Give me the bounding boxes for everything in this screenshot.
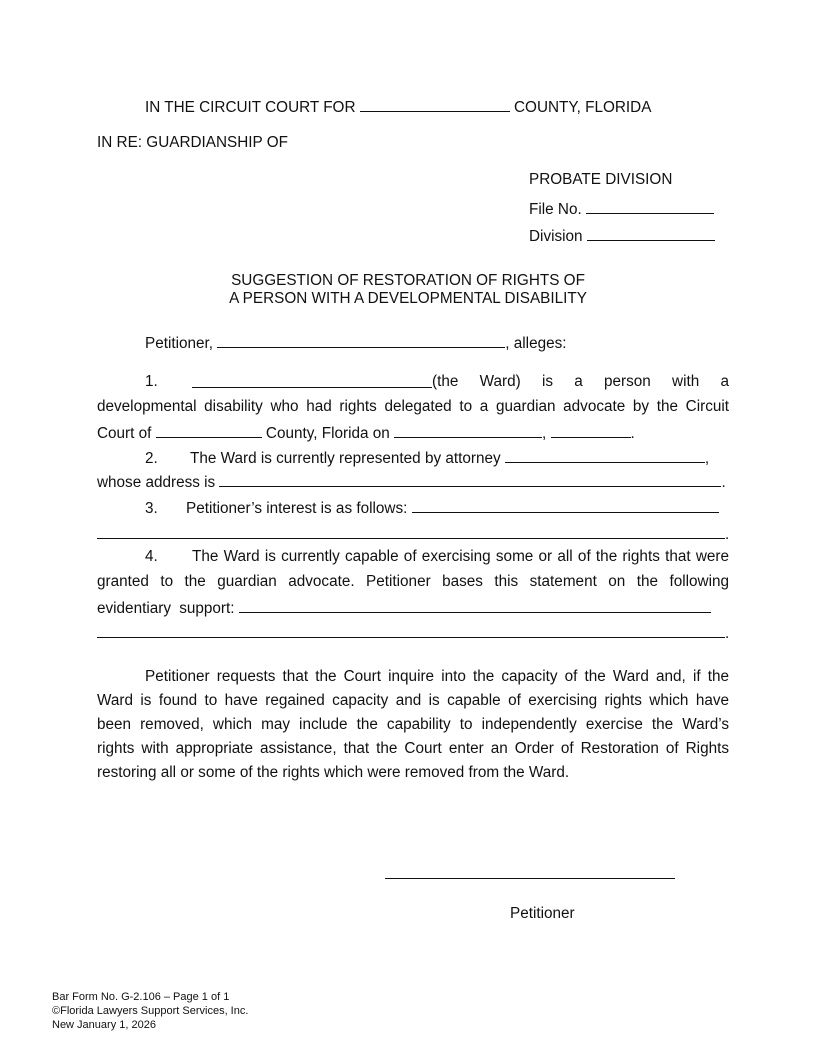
circuit-county-blank[interactable]	[156, 423, 262, 438]
request-line-5: restoring all or some of the rights which were removed from the Ward.	[97, 764, 570, 781]
division-line	[529, 226, 715, 246]
form-title-line1: SUGGESTION OF RESTORATION OF RIGHTS OF	[231, 272, 585, 289]
intro-prefix: Petitioner,	[145, 335, 214, 352]
evidentiary-support-label: evidentiary support:	[97, 600, 235, 617]
footer-copyright: ©Florida Lawyers Support Services, Inc.	[52, 1005, 249, 1017]
period: .	[725, 625, 730, 642]
division-label: Division	[529, 228, 583, 245]
item-2-text: The Ward is currently represented by attorney	[190, 450, 501, 467]
item-4-line3	[97, 598, 711, 618]
interest-blank-2[interactable]	[97, 524, 725, 539]
request-line-3: been removed, which may include the capability to independently exercise the Ward’s	[97, 716, 729, 733]
item-3-text: Petitioner’s interest is as follows:	[186, 500, 408, 517]
signature-line[interactable]	[385, 878, 675, 879]
file-no-label: File No.	[529, 201, 582, 218]
item-2-number: 2.	[145, 450, 158, 467]
petitioner-intro	[145, 333, 567, 353]
ward-name-blank[interactable]	[192, 373, 432, 388]
file-no-blank[interactable]	[586, 199, 714, 214]
footer-form-number: Bar Form No. G-2.106 – Page 1 of 1	[52, 991, 230, 1003]
county-florida-on-label: County, Florida on	[265, 425, 390, 442]
footer-date: New January 1, 2026	[52, 1019, 156, 1031]
support-blank-2[interactable]	[97, 623, 725, 638]
period: .	[630, 425, 635, 442]
support-blank-1[interactable]	[239, 598, 711, 613]
request-line-1: Petitioner requests that the Court inquire into the capacity of the Ward and, if the	[145, 668, 729, 685]
item-3-line2	[97, 524, 729, 544]
file-no-line	[529, 199, 714, 219]
period: .	[721, 474, 726, 491]
division-blank[interactable]	[587, 226, 715, 241]
year-blank[interactable]	[551, 423, 631, 438]
signature-label: Petitioner	[510, 905, 575, 922]
address-blank[interactable]	[219, 472, 721, 487]
item-1-line2: developmental disability who had rights delegated to a guardian advocate by the Circuit	[97, 398, 729, 415]
court-of-label: Court of	[97, 425, 152, 442]
intro-suffix: , alleges:	[505, 335, 567, 352]
item-2-line1	[145, 448, 709, 468]
in-re-heading: IN RE: GUARDIANSHIP OF	[97, 134, 288, 151]
address-label: whose address is	[97, 474, 216, 491]
request-line-4: rights with appropriate assistance, that the Court enter an Order of Restoration of Rights	[97, 740, 729, 757]
date-blank[interactable]	[394, 423, 542, 438]
court-suffix: COUNTY, FLORIDA	[514, 99, 652, 116]
comma: ,	[704, 450, 710, 467]
item-3-line1	[145, 498, 719, 518]
probate-division: PROBATE DIVISION	[529, 171, 673, 188]
item-3-number: 3.	[145, 500, 158, 517]
item-4-number: 4.	[145, 548, 158, 565]
form-title-line2: A PERSON WITH A DEVELOPMENTAL DISABILITY	[229, 290, 587, 307]
period: .	[725, 526, 730, 543]
request-line-2: Ward is found to have regained capacity and is capable of exercising rights which have	[97, 692, 729, 709]
item-1-number: 1.	[145, 373, 158, 390]
court-caption-line	[145, 97, 651, 117]
court-prefix: IN THE CIRCUIT COURT FOR	[145, 99, 356, 116]
comma: ,	[542, 425, 547, 442]
item-4-line2: granted to the guardian advocate. Petitioner bases this statement on the following	[97, 573, 729, 590]
item-4-line4	[97, 623, 729, 643]
petitioner-name-blank[interactable]	[217, 333, 505, 348]
item-1-line3	[97, 423, 635, 443]
item-1-text-a: (the Ward) is a person with a	[432, 373, 729, 390]
county-blank[interactable]	[360, 97, 510, 112]
item-1-line1	[192, 373, 729, 391]
attorney-blank[interactable]	[505, 448, 705, 463]
item-4-line1: The Ward is currently capable of exercising some or all of the rights that were	[192, 548, 729, 565]
interest-blank-1[interactable]	[412, 498, 719, 513]
item-2-line2	[97, 472, 726, 492]
